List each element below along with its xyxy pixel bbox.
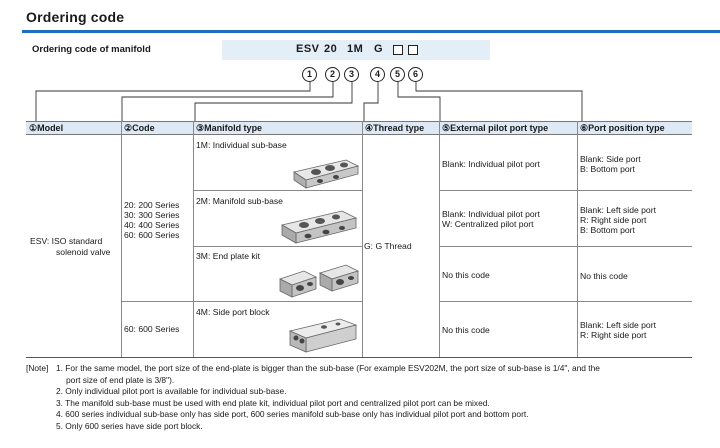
- note-3: 3. The manifold sub-base must be used with end plate kit, individual pilot port and centralized pilot port can be mixed.: [56, 397, 490, 408]
- row-divider: [439, 190, 692, 191]
- marker-4: 4: [370, 67, 385, 82]
- marker-3: 3: [344, 67, 359, 82]
- position-row4-line2: R: Right side port: [580, 330, 647, 340]
- row-divider: [439, 301, 692, 302]
- external-row2-line2: W: Centralized pilot port: [442, 219, 534, 229]
- header-model: ①Model: [26, 121, 121, 135]
- external-row1-line1: Blank: Individual pilot port: [442, 159, 540, 169]
- individual-sub-base-image: [288, 150, 364, 190]
- thread-value: G: G Thread: [364, 241, 412, 251]
- note-1: 1. For the same model, the port size of the end-plate is bigger than the sub-base (For example ESV202M, the port size of sub-base is 1/4", and the: [56, 363, 600, 373]
- header-thread-type: ④Thread type: [362, 121, 439, 135]
- code-series-600: 60: 600 Series: [124, 230, 180, 240]
- leader-line-external: [398, 82, 440, 121]
- position-row2-line1: Blank: Left side port: [580, 205, 656, 215]
- side-port-block-image: [284, 311, 364, 355]
- header-code: ②Code: [121, 121, 193, 135]
- marker-6: 6: [408, 67, 423, 82]
- code-series-600-side: 60: 600 Series: [124, 324, 180, 334]
- position-row2-line3: B: Bottom port: [580, 225, 635, 235]
- position-row2-line2: R: Right side port: [580, 215, 647, 225]
- marker-1: 1: [302, 67, 317, 82]
- row-divider: [439, 246, 692, 247]
- model-value-line2: solenoid valve: [56, 247, 111, 257]
- code-series: 20: [324, 43, 338, 55]
- code-series-200: 20: 200 Series: [124, 200, 180, 210]
- position-row4-line1: Blank: Left side port: [580, 320, 656, 330]
- note-5: 5. Only 600 series have side port block.: [56, 420, 203, 431]
- row-divider: [193, 190, 362, 191]
- manifold-ordering-subtitle: Ordering code of manifold: [32, 44, 151, 55]
- manifold-type-2m: 2M: Manifold sub-base: [196, 196, 283, 206]
- column-divider: [577, 121, 578, 358]
- header-manifold-type: ③Manifold type: [193, 121, 362, 135]
- leader-line-code: [122, 82, 333, 121]
- section-title: Ordering code: [26, 9, 125, 25]
- note-4: 4. 600 series individual sub-base only has side port, 600 series manifold sub-base only has individual pilot port and bottom port.: [56, 409, 529, 419]
- leader-line-model: [36, 82, 310, 121]
- row-divider: [193, 246, 362, 247]
- column-divider: [121, 121, 122, 358]
- header-external-pilot: ⑤External pilot port type: [439, 121, 577, 135]
- manifold-type-3m: 3M: End plate kit: [196, 251, 261, 261]
- note-1-continued: port size of end plate is 3/8").: [66, 374, 175, 385]
- table-bottom-rule: [26, 357, 692, 358]
- code-thread: G: [374, 43, 384, 55]
- external-row4: No this code: [442, 325, 490, 335]
- note-2: 2. Only individual pilot port is available for individual sub-base.: [56, 386, 287, 396]
- ordering-code-table: [26, 121, 692, 358]
- leader-line-position: [416, 82, 582, 121]
- position-row1-line2: B: Bottom port: [580, 164, 635, 174]
- manifold-type-1m: 1M: Individual sub-base: [196, 140, 287, 150]
- code-manifold: 1M: [347, 43, 364, 55]
- leader-line-thread: [364, 82, 378, 121]
- code-series-400: 40: 400 Series: [124, 220, 180, 230]
- column-divider: [439, 121, 440, 358]
- external-row2-line1: Blank: Individual pilot port: [442, 209, 540, 219]
- position-row1-line1: Blank: Side port: [580, 154, 641, 164]
- code-model: ESV: [296, 43, 320, 55]
- position-row3: No this code: [580, 271, 628, 281]
- notes-label: [Note]: [26, 363, 49, 373]
- marker-2: 2: [325, 67, 340, 82]
- external-row3: No this code: [442, 270, 490, 280]
- marker-5: 5: [390, 67, 405, 82]
- manifold-sub-base-image: [278, 203, 362, 245]
- code-series-300: 30: 300 Series: [124, 210, 180, 220]
- header-port-position: ⑥Port position type: [577, 121, 692, 135]
- row-divider: [121, 301, 362, 302]
- end-plate-kit-image: [276, 257, 362, 301]
- column-divider: [193, 121, 194, 358]
- model-value-line1: ESV: ISO standard: [30, 236, 103, 246]
- manifold-type-4m: 4M: Side port block: [196, 307, 270, 317]
- leader-line-manifold: [195, 82, 352, 121]
